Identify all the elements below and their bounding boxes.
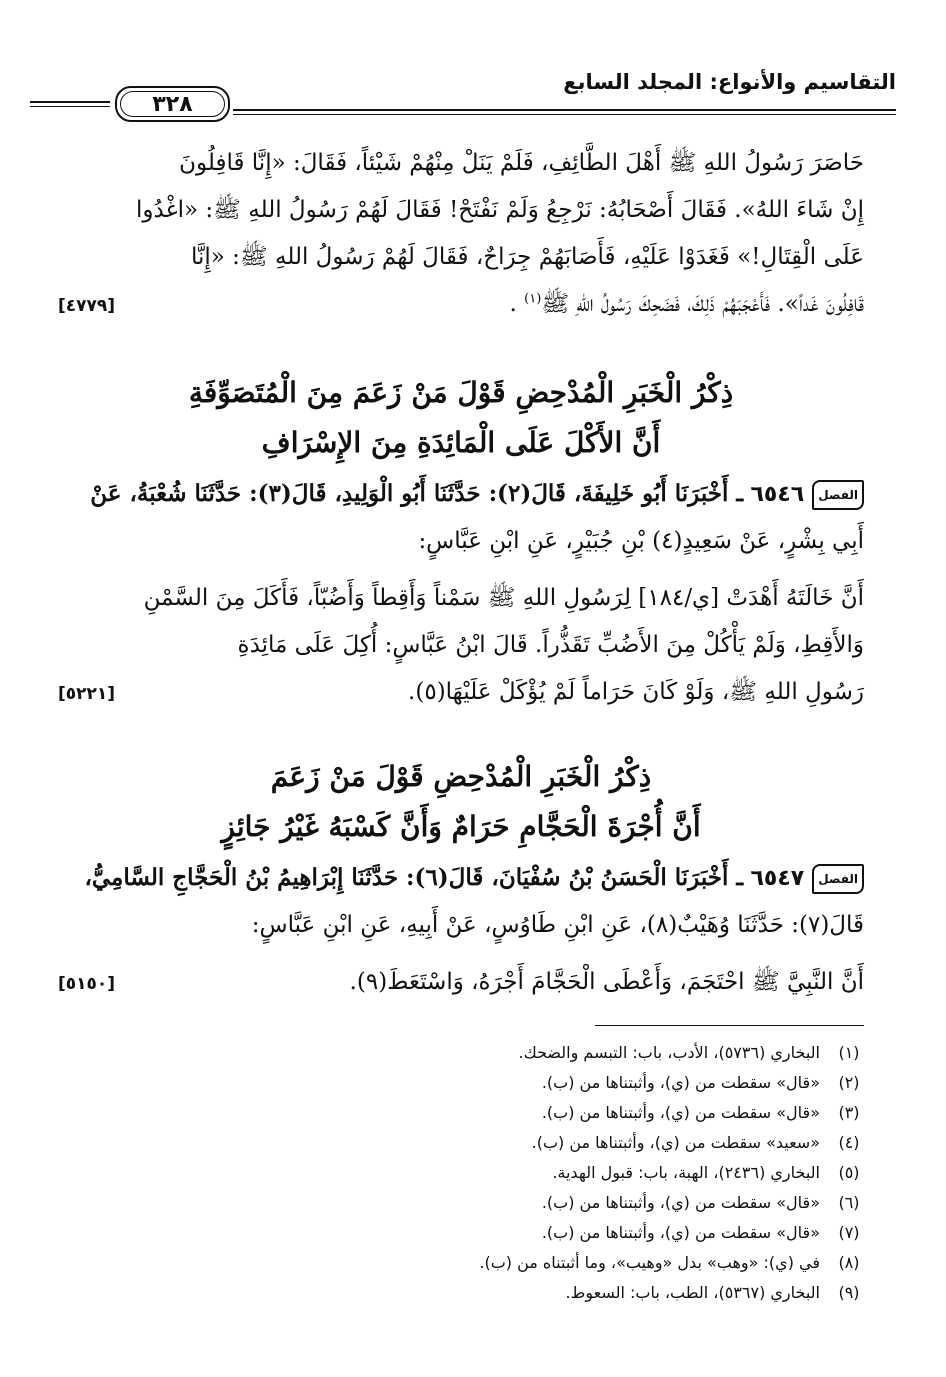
section-badge: الفصل (812, 480, 864, 510)
text-line: إِنْ شَاءَ اللهُ». فَقَالَ أَصْحَابُهُ: نَرْجِعُ وَلَمْ نَفْتَحْ! فَقَالَ لَهُمْ رَسُولُ اللهِ ﷺ: «اغْدُوا (136, 197, 864, 223)
chapter-heading-line: أَنَّ أُجْرَةَ الْحَجَّامِ حَرَامٌ وَأَنَّ كَسْبَهُ غَيْرُ جَائِزٍ (221, 810, 701, 843)
section-badge: الفصل (812, 864, 864, 894)
footnote-mark: (٧) (838, 1223, 860, 1242)
footnote-text: «قال» سقطت من (ي)، وأثبتناها من (ب). (541, 1193, 820, 1212)
last-line-text: قَافِلُونَ غَداً». فَأَعْجَبَهُمْ ذَلِكَ، فَضَحِكَ رَسُولُ اللهِ ﷺ (541, 291, 864, 317)
running-header (30, 60, 896, 120)
footnote-mark: (٥) (838, 1163, 860, 1182)
footnote-text: «قال» سقطت من (ي)، وأثبتناها من (ب). (541, 1073, 820, 1092)
footnote-ref: (١) (524, 291, 542, 307)
hadith-block (58, 854, 864, 1008)
matn-line: أَنَّ خَالَتَهُ أَهْدَتْ [ي/١٨٤] لِرَسُولِ اللهِ ﷺ سَمْناً وَأَقِطاً وَأَضُبّاً، فَأَكَلَ مِنَ السَّمْنِ (143, 585, 864, 611)
footnote (58, 1248, 864, 1278)
isnad-line: قَالَ(٧): حَدَّثَنَا وُهَيْبٌ(٨)، عَنِ ابْنِ طَاوُسٍ، عَنْ أَبِيهِ، عَنِ ابْنِ عَبَّاسٍ: (251, 912, 864, 938)
footnote (58, 1218, 864, 1248)
page-number-text: ٣٢٨ (152, 91, 193, 117)
hadith-number: ٦٥٤٦ (750, 482, 805, 507)
footnote-mark: (٣) (838, 1103, 860, 1122)
chapter-heading-line: ذِكْرُ الْخَبَرِ الْمُدْحِضِ قَوْلَ مَنْ زَعَمَ (270, 760, 652, 793)
header-rule (233, 109, 628, 111)
footnote-text: «قال» سقطت من (ي)، وأثبتناها من (ب). (541, 1103, 820, 1122)
isnad-text: ـ أَخْبَرَنَا الْحَسَنُ بْنُ سُفْيَانَ، قَالَ(٦): حَدَّثَنَا إِبْرَاهِيمُ بْنُ الْحَجَّاجِ السَّامِيُّ، (84, 864, 744, 891)
footnote-text: «قال» سقطت من (ي)، وأثبتناها من (ب). (541, 1223, 820, 1242)
footnote-text: «سعيد» سقطت من (ي)، وأثبتناها من (ب). (531, 1133, 820, 1152)
hadith-reference-number: [٤٧٧٩] (58, 296, 116, 316)
footnote-mark: (٤) (838, 1133, 860, 1152)
footnote (58, 1188, 864, 1218)
text-line: عَلَى الْقِتَالِ!» فَغَدَوْا عَلَيْهِ، فَأَصَابَهُمْ جِرَاحٌ، فَقَالَ لَهُمْ رَسُولُ اللهِ ﷺ: «إِنَّا (190, 244, 864, 270)
footnote (58, 1158, 864, 1188)
text-line (58, 281, 864, 328)
continuation-text (58, 140, 864, 330)
header-rule (628, 109, 896, 111)
isnad-line: أَبِي بِشْرٍ، عَنْ سَعِيدٍ(٤) بْنِ جُبَيْرٍ، عَنِ ابْنِ عَبَّاسٍ: (418, 528, 864, 554)
hadith-reference-number: [٥١٥٠] (58, 974, 116, 994)
footnote-text: البخاري (٥٣٦٧)، الطب، باب: السعوط. (565, 1283, 820, 1302)
footnote-separator (595, 1025, 864, 1026)
hadith-block (58, 470, 864, 718)
chapter-heading (58, 752, 864, 852)
header-rule (233, 114, 628, 115)
matn-line (58, 669, 864, 716)
header-title: التقاسيم والأنواع: المجلد السابع (563, 70, 896, 94)
footnote (58, 1068, 864, 1098)
footnote-mark: (٩) (838, 1283, 860, 1302)
hadith-reference-number: [٥٢٢١] (58, 684, 116, 704)
footnote (58, 1098, 864, 1128)
matn-line: وَالأَقِطِ، وَلَمْ يَأْكُلْ مِنَ الأَضُبِّ تَقَذُّراً. قَالَ ابْنُ عَبَّاسٍ: أُكِلَ عَلَى مَائِدَةِ (237, 632, 864, 658)
matn-text: رَسُولِ اللهِ ﷺ، وَلَوْ كَانَ حَرَاماً لَمْ يُؤْكَلْ عَلَيْهَا(٥). (408, 679, 864, 705)
footnotes (58, 1038, 864, 1308)
isnad-text: ـ أَخْبَرَنَا أَبُو خَلِيفَةَ، قَالَ(٢): حَدَّثَنَا أَبُو الْوَلِيدِ، قَالَ(٣): حَدَّثَنَا شُعْبَةُ، عَنْ (90, 480, 744, 507)
hadith-number: ٦٥٤٧ (750, 866, 805, 891)
header-rule (30, 106, 110, 107)
footnote-text: البخاري (٥٧٣٦)، الأدب، باب: التبسم والضحك. (518, 1043, 820, 1062)
footnote-text: البخاري (٢٤٣٦)، الهبة، باب: قبول الهدية. (552, 1163, 820, 1182)
text-line: حَاصَرَ رَسُولُ اللهِ ﷺ أَهْلَ الطَّائِفِ، فَلَمْ يَنَلْ مِنْهُمْ شَيْئاً، فَقَالَ: «إِنَّا قَافِلُونَ (179, 150, 864, 176)
page-number (115, 86, 230, 122)
footnote-text: في (ي): «وهب» بدل «وهيب»، وما أثبتناه من (ب). (479, 1253, 820, 1272)
chapter-heading-line: ذِكْرُ الْخَبَرِ الْمُدْحِضِ قَوْلَ مَنْ زَعَمَ مِنَ الْمُتَصَوِّفَةِ (188, 376, 734, 409)
header-rule (30, 101, 110, 103)
matn-line (58, 959, 864, 1006)
footnote (58, 1038, 864, 1068)
footnote (58, 1278, 864, 1308)
matn-text: أَنَّ النَّبِيَّ ﷺ احْتَجَمَ، وَأَعْطَى الْحَجَّامَ أَجْرَهُ، وَاسْتَعَطَ(٩). (349, 969, 864, 995)
footnote-mark: (٦) (838, 1193, 860, 1212)
footnote-mark: (٢) (838, 1073, 860, 1092)
chapter-heading (58, 368, 864, 468)
footnote-mark: (١) (838, 1043, 860, 1062)
footnote (58, 1128, 864, 1158)
header-rule (628, 114, 896, 115)
sentence-end: . (509, 291, 517, 317)
isnad-line (58, 470, 864, 518)
footnote-mark: (٨) (838, 1253, 860, 1272)
isnad-line (58, 854, 864, 902)
chapter-heading-line: أَنَّ الأَكْلَ عَلَى الْمَائِدَةِ مِنَ الإِسْرَافِ (261, 426, 661, 459)
